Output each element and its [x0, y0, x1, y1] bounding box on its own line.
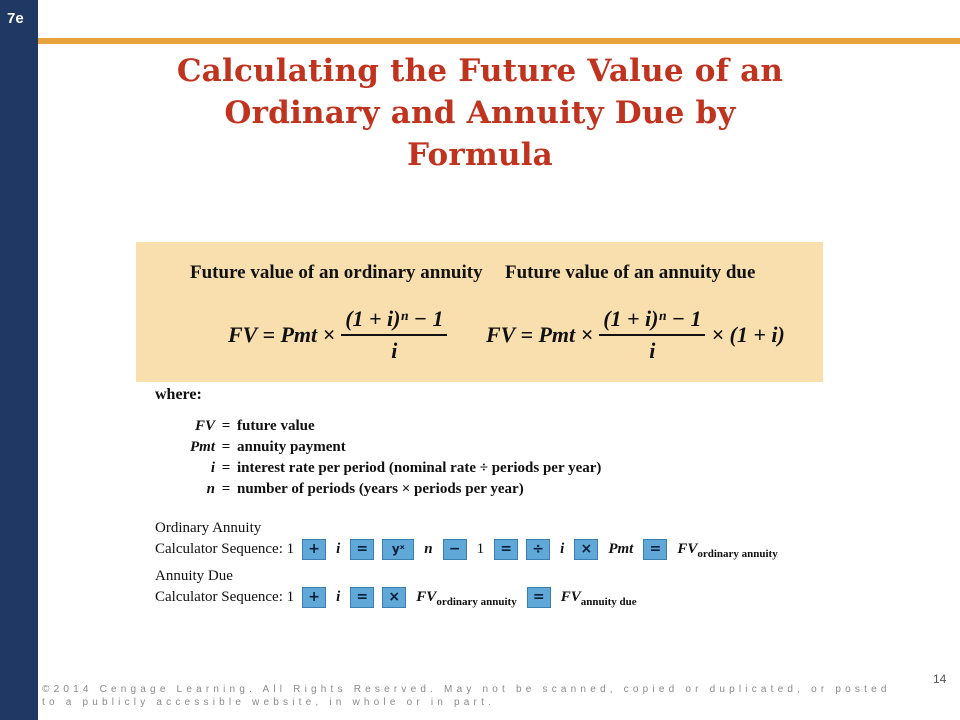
definitions-block [155, 386, 835, 608]
definition-symbol: n [206, 481, 215, 497]
ordinary-formula [228, 300, 453, 370]
definition-row [155, 479, 835, 500]
rate-symbol: i [336, 541, 341, 557]
equals-sign: = [221, 439, 231, 455]
due-calculator [155, 566, 835, 608]
formula-lhs: FV = Pmt × [486, 322, 594, 347]
fv-symbol: FV [560, 589, 581, 605]
equals-sign: = [221, 481, 231, 497]
periods-symbol: n [424, 541, 433, 557]
fv-symbol: FV [677, 541, 698, 557]
plus-key: + [302, 587, 326, 608]
fv-subscript: ordinary annuity [436, 596, 517, 608]
page-number: 14 [933, 672, 947, 686]
formula-fraction [599, 306, 705, 364]
definition-symbol: FV [194, 418, 215, 434]
definition-row [155, 458, 835, 479]
sequence-label: Calculator Sequence: 1 [155, 541, 295, 557]
ordinary-heading: Future value of an ordinary annuity [190, 262, 483, 283]
equals-key: = [527, 587, 551, 608]
copyright-footer: ©2014 Cengage Learning. All Rights Reserved. May not be scanned, copied or duplicated, or posted to a publicly accessible website, in whole or in part. [42, 684, 891, 708]
due-calc-title: Annuity Due [155, 568, 233, 584]
formula-numerator: (1 + i)ⁿ − 1 [341, 306, 447, 336]
times-key: × [574, 539, 598, 560]
sequence-label: Calculator Sequence: 1 [155, 589, 295, 605]
definition-row [155, 416, 835, 437]
title-line: Formula [407, 137, 553, 173]
fv-symbol: FV [416, 589, 437, 605]
ordinary-calc-title: Ordinary Annuity [155, 520, 262, 536]
left-sidebar [0, 0, 38, 720]
formula-fraction [341, 306, 447, 364]
payment-symbol: Pmt [608, 541, 634, 557]
equals-sign: = [221, 418, 231, 434]
equals-key: = [494, 539, 518, 560]
slide-title [60, 50, 900, 176]
times-key: × [382, 587, 406, 608]
formula-due-factor: × (1 + i) [711, 322, 785, 347]
equals-key: = [350, 539, 374, 560]
definition-symbol: i [210, 460, 215, 476]
definition-row [155, 437, 835, 458]
equals-sign: = [221, 460, 231, 476]
plus-key: + [302, 539, 326, 560]
where-label: where: [155, 386, 202, 403]
formula-denominator: i [391, 338, 398, 363]
due-heading: Future value of an annuity due [505, 262, 756, 283]
title-line: Ordinary and Annuity Due by [224, 95, 736, 131]
due-formula [486, 300, 785, 370]
definition-text: number of periods (years × periods per year) [237, 481, 524, 497]
definition-text: future value [237, 418, 315, 434]
rate-symbol: i [336, 589, 341, 605]
definition-text: interest rate per period (nominal rate ÷ periods per year) [237, 460, 602, 476]
formula-panel [136, 242, 823, 382]
equals-key: = [350, 587, 374, 608]
power-key: yˣ [382, 539, 414, 560]
ordinary-calculator [155, 518, 835, 560]
accent-bar [38, 38, 960, 44]
formula-numerator: (1 + i)ⁿ − 1 [599, 306, 705, 336]
formula-denominator: i [649, 338, 656, 363]
title-line: Calculating the Future Value of an [176, 53, 784, 89]
ordinary-calc-sequence [155, 538, 835, 560]
fv-subscript: ordinary annuity [697, 548, 778, 560]
definition-list [155, 416, 835, 500]
fv-due-subscript: annuity due [580, 596, 637, 608]
edition-label: 7e [7, 10, 24, 27]
divide-key: ÷ [526, 539, 550, 560]
formula-lhs: FV = Pmt × [228, 322, 336, 347]
minus-key: − [443, 539, 467, 560]
one-value: 1 [476, 541, 485, 557]
definition-text: annuity payment [237, 439, 346, 455]
equals-key: = [643, 539, 667, 560]
rate-symbol: i [560, 541, 565, 557]
due-calc-sequence [155, 586, 835, 608]
definition-symbol: Pmt [190, 439, 215, 455]
